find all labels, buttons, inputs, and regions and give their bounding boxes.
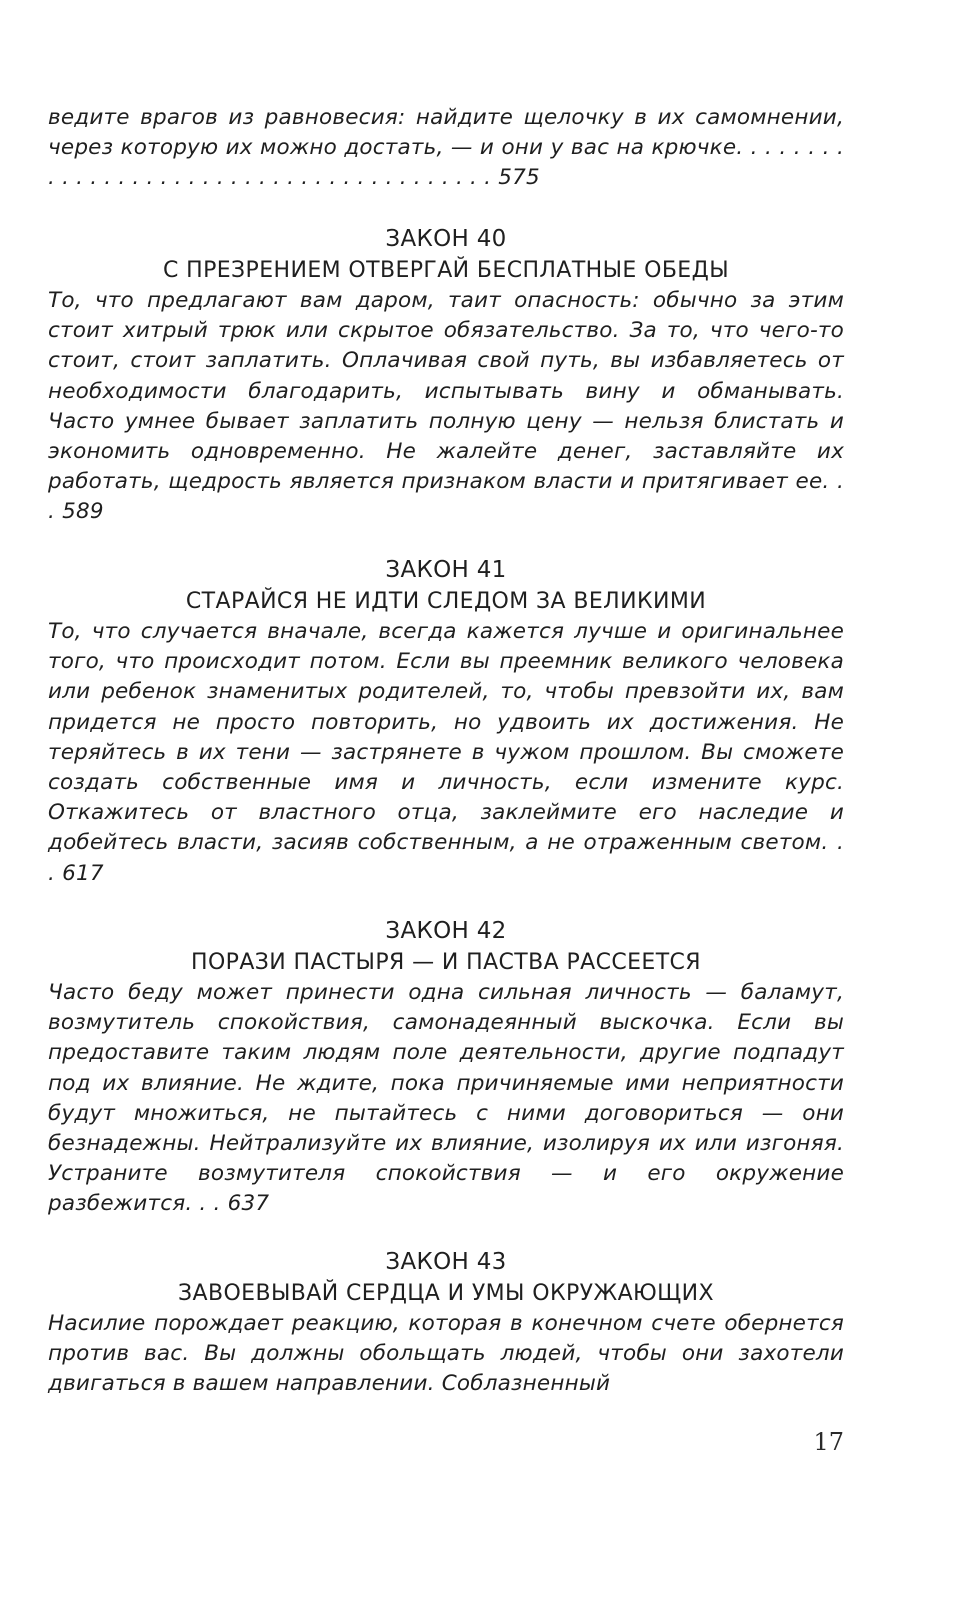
law-number: ЗАКОН 42 <box>385 918 507 944</box>
law-entry-40 <box>48 224 844 528</box>
law-entry-43 <box>48 1247 844 1400</box>
law-title: ПОРАЗИ ПАСТЫРЯ — И ПАСТВА РАССЕЕТСЯ <box>191 950 701 975</box>
law-entry-41 <box>48 555 844 889</box>
page-number: 17 <box>813 1428 844 1456</box>
law-title: ЗАВОЕВЫВАЙ СЕРДЦА И УМЫ ОКРУЖАЮЩИХ <box>178 1281 714 1306</box>
law-description: То, что предлагают вам даром, таит опасность: обычно за этим стоит хитрый трюк или скрытое обязательство. За то, что чего-то стоит, стоит заплатить. Оплачивая свой путь, вы избавляетесь от необходимости благодарить, испытывать вину и обманывать. Часто умнее бывает заплатить полную цену — нельзя блистать и экономить одновременно. Не жалейте денег, заставляйте их работать, щедрость является признаком власти и притягивает ее. . . 589 <box>48 288 844 525</box>
law-title: СТАРАЙСЯ НЕ ИДТИ СЛЕДОМ ЗА ВЕЛИКИМИ <box>185 589 707 614</box>
law-description: То, что случается вначале, всегда кажется лучше и оригинальнее того, что происходит потом. Если вы преемник великого человека или ребенок знаменитых родителей, то, чтобы превзойти их, вам придется не просто повторить, но удвоить их достижения. Не теряйтесь в их тени — застрянете в чужом прошлом. Вы сможете создать собственные имя и личность, если измените курс. Откажитесь от властного отца, заклеймите его наследие и добейтесь власти, засияв собственным, а не отраженным светом. . . 617 <box>48 619 844 886</box>
law-entry-42 <box>48 916 844 1220</box>
law-title: С ПРЕЗРЕНИЕМ ОТВЕРГАЙ БЕСПЛАТНЫЕ ОБЕДЫ <box>162 258 730 283</box>
law-description: Часто беду может принести одна сильная личность — баламут, возмутитель спокойствия, самонадеянный выскочка. Если вы предоставите таким людям поле деятельности, другие подпадут под их влияние. Не ждите, пока причиняемые ими неприятности будут множиться, не пытайтесь с ними договориться — они безнадежны. Нейтрализуйте их влияние, изолируя их или изгоняя. Устраните возмутителя спокойствия — и его окружение разбежится. . . 637 <box>48 980 844 1217</box>
lead-paragraph: ведите врагов из равновесия: найдите щелочку в их самомнении, через которую их можно достать, — и они у вас на крючке. . . . . . . . . . . . . . . . . . . . . . . . . . . . . . . . . . . . . . . . 575 <box>48 105 844 191</box>
law-number: ЗАКОН 43 <box>385 1249 507 1275</box>
law-description: Насилие порождает реакцию, которая в конечном счете обернется против вас. Вы должны обольщать людей, чтобы они захотели двигаться в вашем направлении. Соблазненный <box>48 1311 844 1397</box>
law-number: ЗАКОН 40 <box>385 226 507 252</box>
law-number: ЗАКОН 41 <box>385 557 507 583</box>
